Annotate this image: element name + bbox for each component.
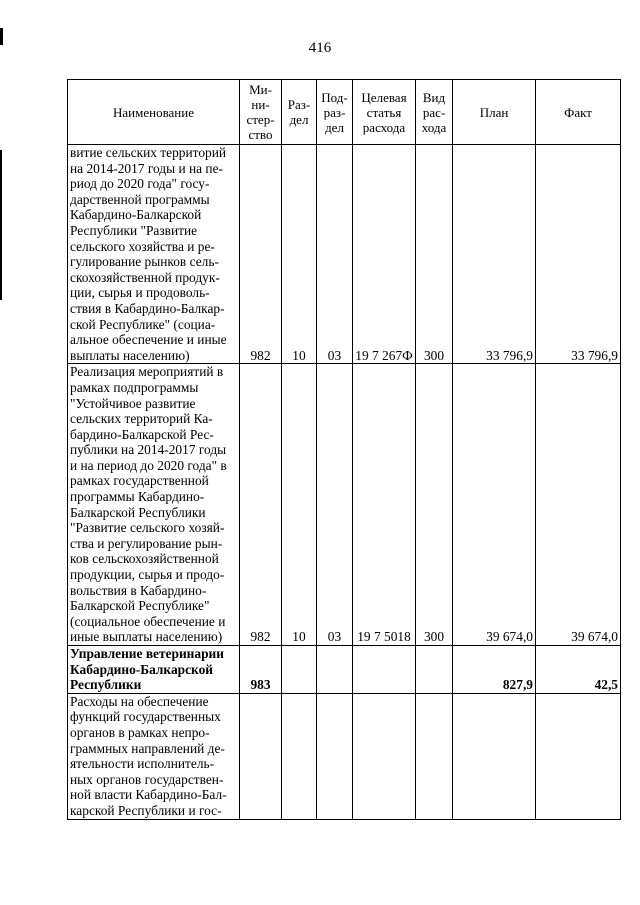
row-plan: 827,9 xyxy=(453,646,536,694)
row-target-item: 19 7 5018 xyxy=(353,364,416,646)
row-ministry xyxy=(240,693,282,819)
row-expense-type: 300 xyxy=(416,145,453,364)
row-section: 10 xyxy=(282,364,317,646)
row-plan xyxy=(453,693,536,819)
header-ministry: Ми- ни- стер- ство xyxy=(240,80,282,145)
row-name: витие сельских территорий на 2014-2017 годы и на пе- риод до 2020 года" госу- дарственной программы Кабардино-Балкарской Республики "Развитие сельского хозяйства и ре- гулирование рынков сель- скохозяйственной продук- ции, сырья и продоволь- ствия в Кабардино-Балкар- ской Республике" (социа- альное обеспечение и иные выплаты населению) xyxy=(68,145,240,364)
row-expense-type: 300 xyxy=(416,364,453,646)
row-fact xyxy=(536,693,621,819)
row-section xyxy=(282,693,317,819)
table-header-row xyxy=(68,80,621,145)
header-fact: Факт xyxy=(536,80,621,145)
header-name: Наименование xyxy=(68,80,240,145)
budget-table xyxy=(67,79,621,820)
row-target-item xyxy=(353,693,416,819)
row-target-item: 19 7 267Ф xyxy=(353,145,416,364)
page-number: 416 xyxy=(308,40,332,56)
header-target-item: Целевая статья расхода xyxy=(353,80,416,145)
header-expense-type: Вид рас- хода xyxy=(416,80,453,145)
row-subsection: 03 xyxy=(317,364,353,646)
row-plan: 39 674,0 xyxy=(453,364,536,646)
table-row xyxy=(68,646,621,694)
row-subsection xyxy=(317,646,353,694)
scan-edge-mark-middle xyxy=(0,150,2,300)
row-fact: 33 796,9 xyxy=(536,145,621,364)
row-subsection xyxy=(317,693,353,819)
row-fact: 42,5 xyxy=(536,646,621,694)
row-subsection: 03 xyxy=(317,145,353,364)
row-expense-type xyxy=(416,646,453,694)
row-expense-type xyxy=(416,693,453,819)
header-plan: План xyxy=(453,80,536,145)
header-section: Раз- дел xyxy=(282,80,317,145)
table-row xyxy=(68,145,621,364)
row-name: Управление ветеринарии Кабардино-Балкарской Республики xyxy=(68,646,240,694)
row-fact: 39 674,0 xyxy=(536,364,621,646)
row-ministry: 982 xyxy=(240,364,282,646)
table-row xyxy=(68,364,621,646)
row-section xyxy=(282,646,317,694)
row-plan: 33 796,9 xyxy=(453,145,536,364)
row-target-item xyxy=(353,646,416,694)
row-name: Реализация мероприятий в рамках подпрограммы "Устойчивое развитие сельских территорий Ка- бардино-Балкарской Рес- публики на 2014-2017 годы и на период до 2020 года" в рамках государственной программы Кабардино- Балкарской Республики "Развитие сельского хозяй- ства и регулирование рын- ков сельскохозяйственной продукции, сырья и продо- вольствия в Кабардино- Балкарской Республике" (социальное обеспечение и иные выплаты населению) xyxy=(68,364,240,646)
header-subsection: Под- раз- дел xyxy=(317,80,353,145)
row-name: Расходы на обеспечение функций государственных органов в рамках непро- граммных направлений де- ятельности исполнитель- ных органов государствен- ной власти Кабардино-Бал- карской Республики и гос- xyxy=(68,693,240,819)
row-ministry: 983 xyxy=(240,646,282,694)
row-section: 10 xyxy=(282,145,317,364)
row-ministry: 982 xyxy=(240,145,282,364)
table-row xyxy=(68,693,621,819)
